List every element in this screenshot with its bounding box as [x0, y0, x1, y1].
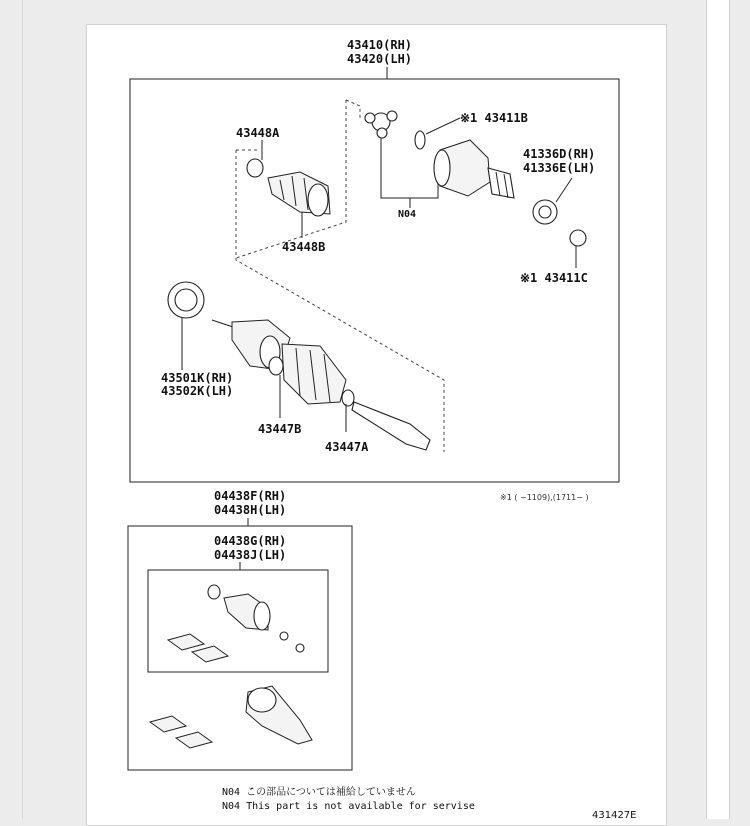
label-43448a: 43448A — [236, 126, 280, 140]
label-43420: 43420(LH) — [347, 52, 413, 66]
label-43502k: 43502K(LH) — [161, 384, 234, 398]
label-n04: N04 — [398, 209, 417, 220]
label-04438g: 04438G(RH) — [214, 534, 287, 548]
footnote: ※1 ( −1109),(1711− ) — [500, 493, 589, 502]
label-43447b: 43447B — [258, 422, 302, 436]
snap-ring-43411b — [415, 131, 425, 149]
note-en: N04 This part is not available for servise — [222, 801, 475, 812]
tripod-joint — [365, 111, 397, 138]
label-43447a: 43447A — [325, 440, 369, 454]
boot-clamp-43447b — [269, 357, 283, 375]
outer-joint-housing — [434, 140, 514, 198]
label-43411b: ※1 43411B — [460, 111, 528, 125]
drive-shaft — [212, 320, 430, 450]
boot-clamp-43448a — [247, 159, 263, 177]
repair-kit-parts — [150, 585, 312, 748]
label-04438h: 04438H(LH) — [214, 503, 287, 517]
label-41336d: 41336D(RH) — [523, 147, 596, 161]
label-43411c: ※1 43411C — [520, 271, 588, 285]
label-41336e: 41336E(LH) — [523, 161, 596, 175]
label-43501k: 43501K(RH) — [161, 371, 234, 385]
boot-43448b — [268, 172, 330, 216]
note-jp: N04 この部品については補給していません — [222, 787, 416, 798]
diagram-code: 431427E — [592, 810, 637, 819]
label-43410: 43410(RH) — [347, 38, 413, 52]
label-04438j: 04438J(LH) — [214, 548, 287, 562]
snap-ring-43411c — [570, 230, 586, 246]
label-43448b: 43448B — [282, 240, 326, 254]
label-04438f: 04438F(RH) — [214, 489, 287, 503]
